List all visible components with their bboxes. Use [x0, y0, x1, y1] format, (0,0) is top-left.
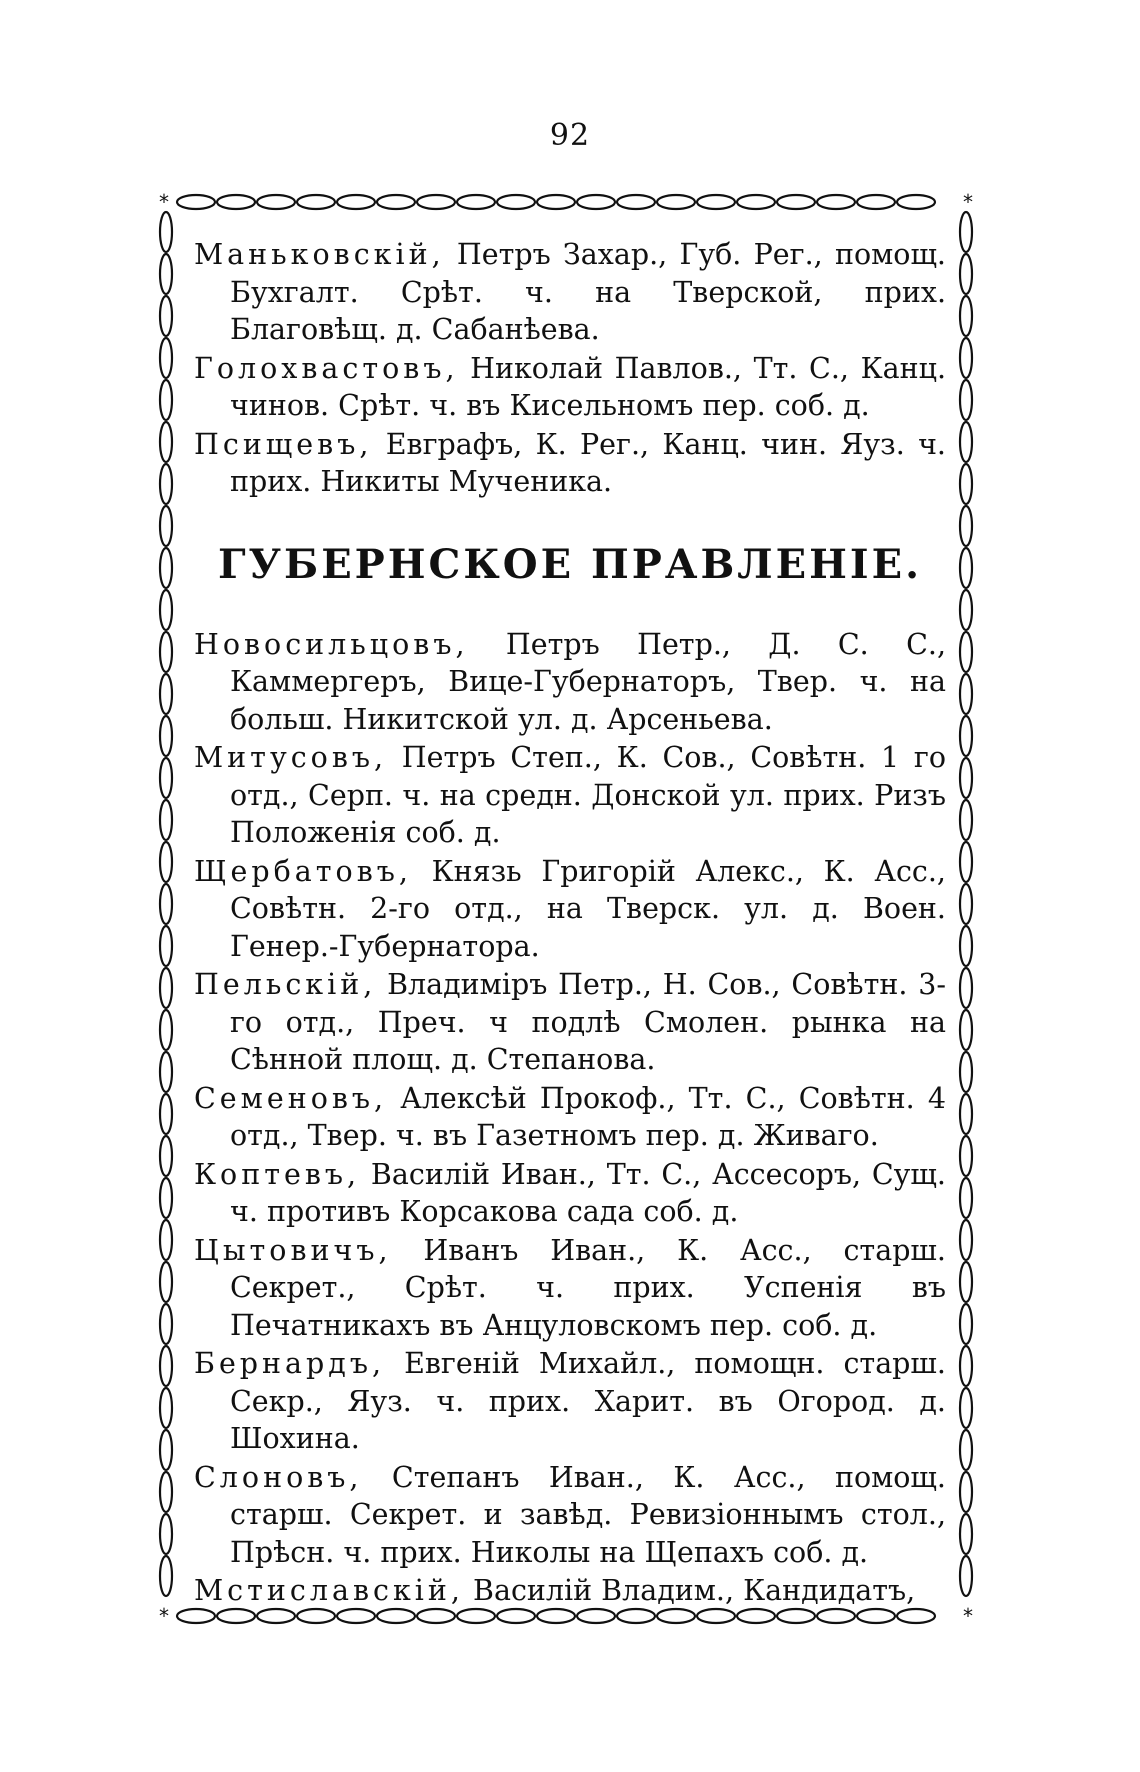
ornamental-frame: [158, 190, 974, 1628]
entry-details: Князь Григорій Алекс., К. Асс., Совѣтн. 2-го отд., на Тверск. ул. д. Воен. Генер.-Губернатора.: [230, 854, 946, 963]
section-title: ГУБЕРНСКОЕ ПРАВЛЕНІЕ.: [217, 540, 923, 588]
entry-surname: Псищевъ,: [194, 427, 373, 461]
entry-details: Петръ Петр., Д. С. С., Каммергеръ, Вице-Губернаторъ, Твер. ч. на больш. Никитской ул. д. Арсеньева.: [230, 627, 946, 736]
entry-details: Владиміръ Петр., Н. Сов., Совѣтн. 3-го отд., Преч. ч подлѣ Смолен. рынка на Сѣнной площ. д. Степанова.: [230, 968, 946, 1076]
entry-details: Николай Павлов., Тт. С., Канц. чинов. Срѣт. ч. въ Кисельномъ пер. соб. д.: [230, 351, 946, 422]
entry-surname: Митусовъ,: [194, 741, 388, 774]
entry-surname: Цытовичъ,: [194, 1233, 392, 1267]
directory-entry: [194, 426, 946, 501]
directory-entry: [194, 739, 946, 852]
entry-details: Иванъ Иван., К. Асс., старш. Секрет., Срѣт. ч. прих. Успенія въ Печатникахъ въ Анцуловскомъ пер. соб. д.: [230, 1233, 946, 1342]
svg-text:*: *: [159, 1604, 169, 1628]
entry-surname: Мстиславскій,: [194, 1574, 464, 1607]
entry-details: Евграфъ, К. Рег., Канц. чин. Яуз. ч. прих. Никиты Мученика.: [230, 427, 946, 498]
directory-entry: [194, 350, 946, 425]
page-content: [194, 236, 946, 1610]
entry-surname: Пельскій,: [194, 968, 377, 1001]
directory-entry: [194, 966, 946, 1079]
directory-entry: [194, 1232, 946, 1345]
directory-entry: [194, 1156, 946, 1231]
directory-entry: [194, 1459, 946, 1572]
entry-details: Василій Иван., Тт. С., Ассесоръ, Сущ. ч. противъ Корсакова сада соб. д.: [230, 1157, 946, 1228]
entry-details: Петръ Степ., К. Сов., Совѣтн. 1 го отд., Серп. ч. на средн. Донской ул. прих. Ризъ Положенія соб. д.: [230, 741, 946, 849]
entry-details: Евгеній Михайл., помощн. старш. Секр., Яуз. ч. прих. Харит. въ Огород. д. Шохина.: [230, 1347, 946, 1455]
entry-surname: Маньковскій,: [194, 238, 445, 271]
entry-details: Василій Владим., Кандидатъ,: [463, 1574, 916, 1607]
entry-surname: Щербатовъ,: [194, 854, 412, 888]
entry-details: Петръ Захар., Губ. Рег., помощ. Бухгалт. Срѣт. ч. на Тверской, прих. Благовѣщ. д. Сабанѣева.: [230, 238, 946, 346]
svg-text:*: *: [159, 190, 169, 214]
svg-text:*: *: [963, 1604, 973, 1628]
entry-list-top: [194, 236, 946, 501]
directory-entry: [194, 236, 946, 349]
directory-entry: [194, 1080, 946, 1155]
entry-details: Степанъ Иван., К. Асс., помощ. старш. Секрет. и завѣд. Ревизіоннымъ стол., Прѣсн. ч. прих. Николы на Щепахъ соб. д.: [230, 1460, 946, 1569]
entry-surname: Новосильцовъ,: [194, 627, 469, 661]
svg-text:*: *: [963, 190, 973, 214]
entry-surname: Коптевъ,: [194, 1157, 361, 1191]
page-number: 92: [549, 118, 591, 153]
directory-entry: [194, 1572, 946, 1610]
entry-surname: Семеновъ,: [194, 1081, 388, 1115]
entry-surname: Голохвастовъ,: [194, 351, 459, 385]
directory-entry: [194, 1345, 946, 1458]
entry-surname: Бернардъ,: [194, 1347, 386, 1380]
entry-surname: Слоновъ,: [194, 1460, 363, 1494]
entry-list-section: [194, 626, 946, 1610]
directory-entry: [194, 626, 946, 739]
directory-entry: [194, 853, 946, 966]
entry-details: Алексѣй Прокоф., Тт. С., Совѣтн. 4 отд., Твер. ч. въ Газетномъ пер. д. Живаго.: [230, 1081, 946, 1152]
